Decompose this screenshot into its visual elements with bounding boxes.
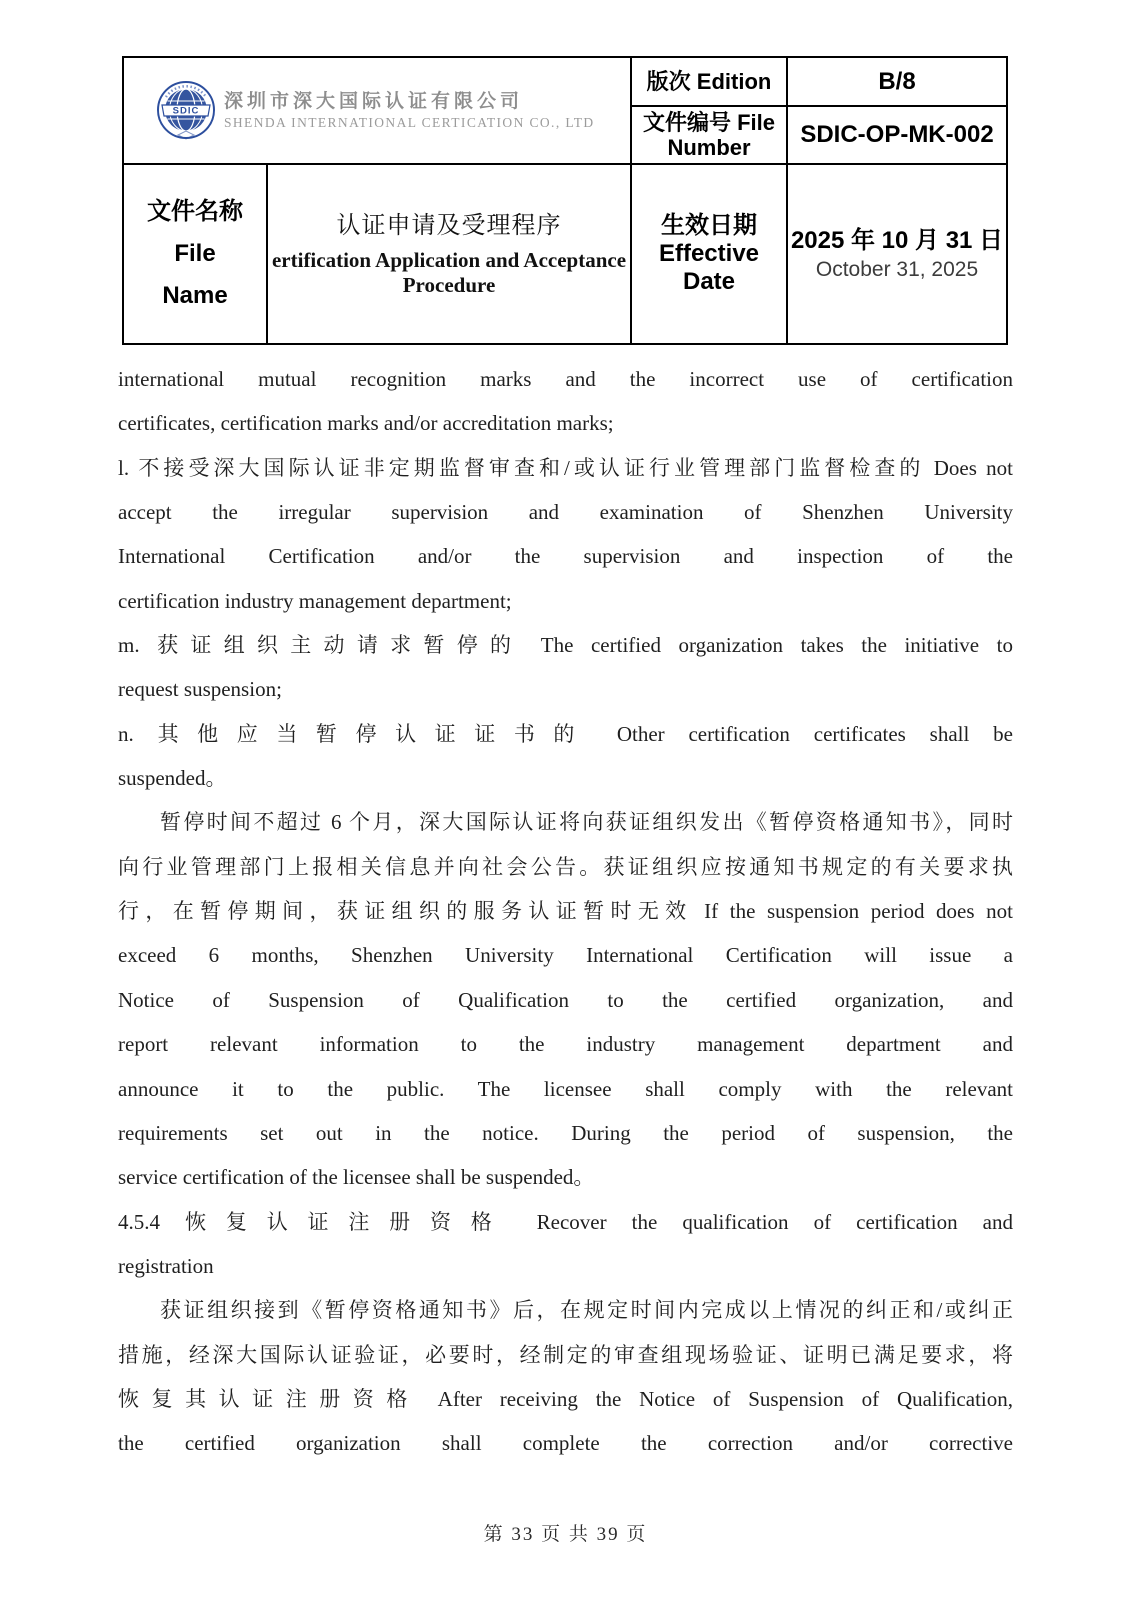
effective-date-label-cn: 生效日期 bbox=[661, 212, 757, 239]
body-line: accept the irregular supervision and examination of Shenzhen University bbox=[118, 500, 1013, 525]
body-line: the certified organization shall complete the correction and/or corrective bbox=[118, 1431, 1013, 1456]
file-name-label-cell bbox=[124, 165, 268, 343]
body-line: l. 不接受深大国际认证非定期监督审查和/或认证行业管理部门监督检查的 Does not bbox=[118, 455, 1013, 480]
svg-text:SDIC: SDIC bbox=[172, 105, 200, 116]
body-line: certificates, certification marks and/or accreditation marks; bbox=[118, 411, 614, 436]
body-line: request suspension; bbox=[118, 677, 282, 702]
company-logo bbox=[156, 79, 595, 143]
file-number-label-cell bbox=[632, 107, 788, 165]
edition-value-cell bbox=[788, 58, 1006, 107]
effective-date-label-en1: Effective bbox=[658, 240, 760, 267]
sdic-globe-logo-icon bbox=[156, 79, 216, 143]
edition-label: 版次 Edition bbox=[646, 69, 772, 94]
effective-date-label-cell bbox=[632, 165, 788, 343]
body-line: International Certification and/or the supervision and inspection of the bbox=[118, 544, 1013, 569]
document-title-cell bbox=[268, 165, 632, 343]
document-body bbox=[118, 357, 1013, 1466]
body-line: 4.5.4 恢复认证注册资格 Recover the qualification of certification and bbox=[118, 1209, 1013, 1234]
body-line: 获证组织接到《暂停资格通知书》后，在规定时间内完成以上情况的纠正和/或纠正 bbox=[160, 1298, 1013, 1323]
effective-date-label-en2: Date bbox=[682, 268, 736, 295]
document-header-table bbox=[122, 56, 1008, 345]
effective-date-value-cell bbox=[788, 165, 1006, 343]
body-line: registration bbox=[118, 1253, 214, 1278]
body-line: requirements set out in the notice. During the period of suspension, the bbox=[118, 1120, 1013, 1145]
logo-cell bbox=[124, 58, 632, 165]
page-number-footer: 第 33 页 共 39 页 bbox=[483, 1524, 648, 1545]
body-line: 措施，经深大国际认证验证，必要时，经制定的审查组现场验证、证明已满足要求，将 bbox=[118, 1342, 1013, 1367]
body-line: service certification of the licensee shall be suspended。 bbox=[118, 1165, 595, 1190]
body-line: m. 获证组织主动请求暂停的 The certified organization takes the initiative to bbox=[118, 633, 1013, 658]
file-number-value-cell bbox=[788, 107, 1006, 165]
file-number-label-line1: 文件编号 File bbox=[642, 110, 775, 135]
edition-value: B/8 bbox=[878, 67, 916, 95]
document-title-en-line1: ertification Application and Acceptance bbox=[271, 248, 627, 272]
body-line: Notice of Suspension of Qualification to the certified organization, and bbox=[118, 987, 1013, 1012]
body-line: suspended。 bbox=[118, 766, 227, 791]
body-line: international mutual recognition marks and the incorrect use of certification bbox=[118, 367, 1013, 391]
body-line: 暂停时间不超过 6 个月，深大国际认证将向获证组织发出《暂停资格通知书》，同时 bbox=[160, 810, 1013, 835]
company-name-cn: 深圳市深大国际认证有限公司 bbox=[224, 90, 524, 112]
body-line: certification industry management department; bbox=[118, 588, 512, 613]
company-name-en: SHENDA INTERNATIONAL CERTICATION CO., LTD bbox=[224, 114, 595, 130]
company-name-block bbox=[224, 90, 595, 132]
document-title-en-line2: Procedure bbox=[402, 273, 496, 297]
body-line: 行，在暂停期间，获证组织的服务认证暂时无效 If the suspension period does not bbox=[118, 899, 1013, 924]
body-line: n. 其他应当暂停认证证书的 Other certification certificates shall be bbox=[118, 721, 1013, 746]
body-line: report relevant information to the industry management department and bbox=[118, 1032, 1013, 1057]
file-name-label-line2: Name bbox=[162, 282, 228, 309]
document-title-cn: 认证申请及受理程序 bbox=[336, 213, 562, 239]
file-name-label-line1: 文件名称 File bbox=[147, 198, 243, 267]
effective-date-cn: 2025 年 10 月 31 日 bbox=[790, 226, 1004, 254]
file-number-value: SDIC-OP-MK-002 bbox=[800, 121, 994, 148]
body-line: 向行业管理部门上报相关信息并向社会公告。获证组织应按通知书规定的有关要求执 bbox=[118, 854, 1013, 879]
body-line: 恢复其认证注册资格 After receiving the Notice of Suspension of Qualification, bbox=[118, 1386, 1013, 1411]
file-number-label-line2: Number bbox=[667, 135, 751, 160]
edition-label-cell bbox=[632, 58, 788, 107]
body-line: exceed 6 months, Shenzhen University International Certification will issue a bbox=[118, 943, 1013, 968]
body-line: announce it to the public. The licensee shall comply with the relevant bbox=[118, 1076, 1013, 1101]
effective-date-en: October 31, 2025 bbox=[815, 257, 979, 281]
